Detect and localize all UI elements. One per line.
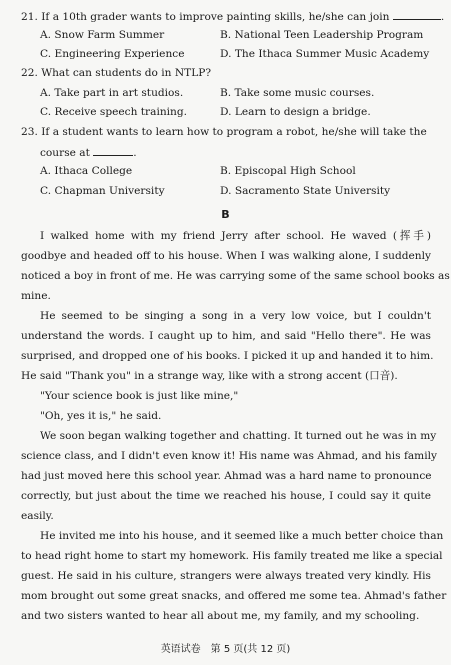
passage-line: understand the words. I caught up to him, and said "Hello there". He was <box>21 330 431 342</box>
page-footer: 英语试卷 第 5 页(共 12 页) <box>160 644 291 655</box>
passage-line: correctly, but just about the time we reached his house, I could say it quite <box>21 490 431 502</box>
passage-line: mine. <box>21 290 51 302</box>
passage-line: He said "Thank you" in a strange way, like with a strong accent (口音). <box>21 370 398 382</box>
option-23-a: A. Ithaca College <box>40 165 133 177</box>
option-23-c: C. Chapman University <box>40 185 165 197</box>
question-21-text: 21. If a 10th grader wants to improve painting skills, he/she can join <box>21 11 390 23</box>
question-23-text: course at <box>40 147 90 159</box>
option-21-b: B. National Teen Leadership Program <box>220 29 424 41</box>
option-21-c: C. Engineering Experience <box>40 48 185 60</box>
option-22-a: A. Take part in art studios. <box>40 87 184 99</box>
question-23-end: . <box>133 147 137 159</box>
passage-line: guest. He said in his culture, strangers were always treated very kindly. His <box>21 570 431 582</box>
option-23-b: B. Episcopal High School <box>220 165 356 177</box>
passage-line: had just moved here this school year. Ahmad was a hard name to pronounce <box>21 470 432 482</box>
passage-line: easily. <box>21 510 54 522</box>
question-21-stem <box>21 9 444 24</box>
option-22-d: D. Learn to design a bridge. <box>220 106 371 118</box>
passage-line: "Your science book is just like mine," <box>40 390 239 402</box>
answer-blank <box>393 9 441 20</box>
option-23-d: D. Sacramento State University <box>220 185 391 197</box>
passage-line: noticed a boy in front of me. He was carrying some of the same school books as <box>21 270 450 282</box>
passage-line: I walked home with my friend Jerry after school. He waved (挥手) <box>40 230 431 242</box>
passage-line: mom brought out some great snacks, and offered me some tea. Ahmad's father <box>21 590 447 602</box>
passage-line: He invited me into his house, and it seemed like a much better choice than <box>40 530 444 542</box>
passage-line: "Oh, yes it is," he said. <box>40 410 162 422</box>
passage-line: goodbye and headed off to his house. When I was walking alone, I suddenly <box>21 250 431 262</box>
passage-line: He seemed to be singing a song in a very low voice, but I couldn't <box>40 310 431 322</box>
option-22-b: B. Take some music courses. <box>220 87 375 99</box>
passage-line: We soon began walking together and chatting. It turned out he was in my <box>40 430 437 442</box>
passage-line: science class, and I didn't even know it! His name was Ahmad, and his family <box>21 450 437 462</box>
question-21-end: . <box>440 11 445 23</box>
answer-blank <box>93 145 133 156</box>
passage-line: to head right home to start my homework. His family treated me like a special <box>21 550 443 562</box>
option-21-d: D. The Ithaca Summer Music Academy <box>220 48 430 60</box>
option-22-c: C. Receive speech training. <box>40 106 188 118</box>
passage-line: and two sisters wanted to hear all about me, my family, and my schooling. <box>21 610 420 622</box>
question-23-stem-line2 <box>40 145 137 160</box>
section-label: B <box>221 208 230 221</box>
question-22-stem: 22. What can students do in NTLP? <box>21 67 212 79</box>
passage-line: surprised, and dropped one of his books. I picked it up and handed it to him. <box>21 350 434 362</box>
question-23-stem-line1: 23. If a student wants to learn how to program a robot, he/she will take the <box>21 126 427 138</box>
option-21-a: A. Snow Farm Summer <box>40 29 165 41</box>
